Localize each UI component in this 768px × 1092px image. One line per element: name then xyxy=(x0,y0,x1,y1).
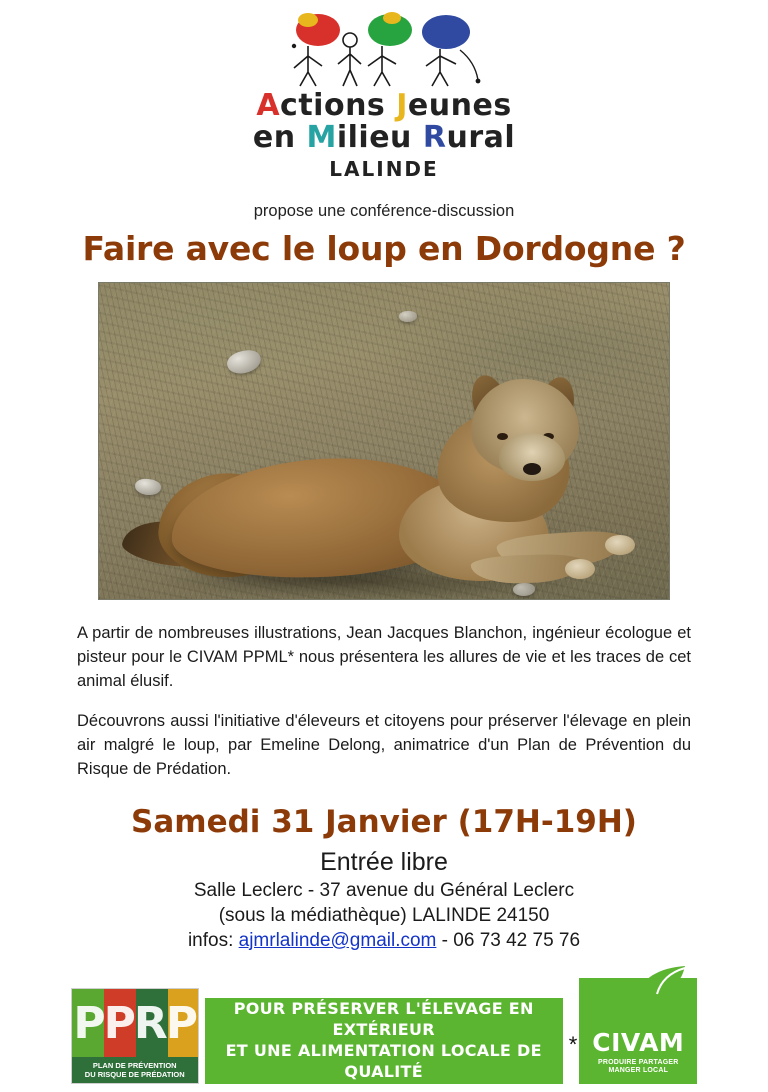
logo-wordmark xyxy=(253,90,515,180)
contact-email-link[interactable]: ajmrlalinde@gmail.com xyxy=(238,929,437,951)
pprp-logo-art xyxy=(72,989,198,1057)
banner-line-1: POUR PRÉSERVER L'ÉLEVAGE EN EXTÉRIEUR xyxy=(233,999,534,1040)
civam-tagline-line-1: PRODUIRE PARTAGER xyxy=(598,1058,679,1066)
event-venue-line-1: Salle Leclerc - 37 avenue du Général Leclerc xyxy=(193,879,575,901)
logo-line-2: en Milieu Rural xyxy=(252,120,516,156)
contact-prefix: infos: xyxy=(187,929,239,951)
paragraph-2: Découvrons aussi l'initiative d'éleveurs et citoyens pour préserver l'élevage en plein air malgré le loup, par Emeline Delong, animatrice d'un Plan de Prévention du Risque de Prédation. xyxy=(77,712,691,778)
civam-tagline xyxy=(598,1059,679,1077)
pprp-caption-line-2: DU RISQUE DE PRÉDATION xyxy=(84,1070,185,1079)
ajmr-figures-svg xyxy=(264,6,504,88)
wolf-figure xyxy=(99,283,669,599)
civam-name: CIVAM xyxy=(592,1027,685,1057)
organisation-logo xyxy=(0,0,768,180)
logo-locality: LALINDE xyxy=(329,156,439,181)
banner-line-2: ET UNE ALIMENTATION LOCALE DE QUALITÉ xyxy=(225,1041,542,1081)
logo-line-1: Actions Jeunes xyxy=(256,88,512,123)
event-venue-line-2: (sous la médiathèque) LALINDE 24150 xyxy=(218,904,550,926)
description-text xyxy=(77,622,691,782)
event-entry: Entrée libre xyxy=(320,847,448,876)
contact-phone: - 06 73 42 75 76 xyxy=(436,929,581,951)
pprp-logo xyxy=(71,988,199,1084)
pprp-caption xyxy=(72,1057,198,1083)
pprp-letters: PPRP xyxy=(73,997,197,1049)
wolf-photo xyxy=(98,282,670,600)
footnote-asterisk: * xyxy=(568,1032,578,1057)
leaf-icon xyxy=(627,964,691,1006)
ajmr-figures-logo xyxy=(264,6,504,88)
subtitle-propose: propose une conférence-discussion xyxy=(253,202,515,221)
event-contact xyxy=(0,930,768,952)
civam-logo xyxy=(579,978,697,1084)
page-title: Faire avec le loup en Dordogne ? xyxy=(82,229,686,269)
green-banner xyxy=(205,998,563,1084)
event-date: Samedi 31 Janvier (17H-19H) xyxy=(131,803,637,840)
photo-container xyxy=(0,282,768,600)
footer-logos xyxy=(0,978,768,1084)
paragraph-1: A partir de nombreuses illustrations, Jean Jacques Blanchon, ingénieur écologue et pisteur pour le CIVAM PPML* nous présentera les allures de vie et les traces de cet animal élusif. xyxy=(77,624,691,691)
wolf-paw xyxy=(605,535,635,555)
civam-block xyxy=(569,978,698,1084)
civam-tagline-line-2: MANGER LOCAL xyxy=(608,1067,669,1075)
wolf-paw xyxy=(565,559,595,579)
pprp-caption-line-1: PLAN DE PRÉVENTION xyxy=(92,1061,177,1070)
